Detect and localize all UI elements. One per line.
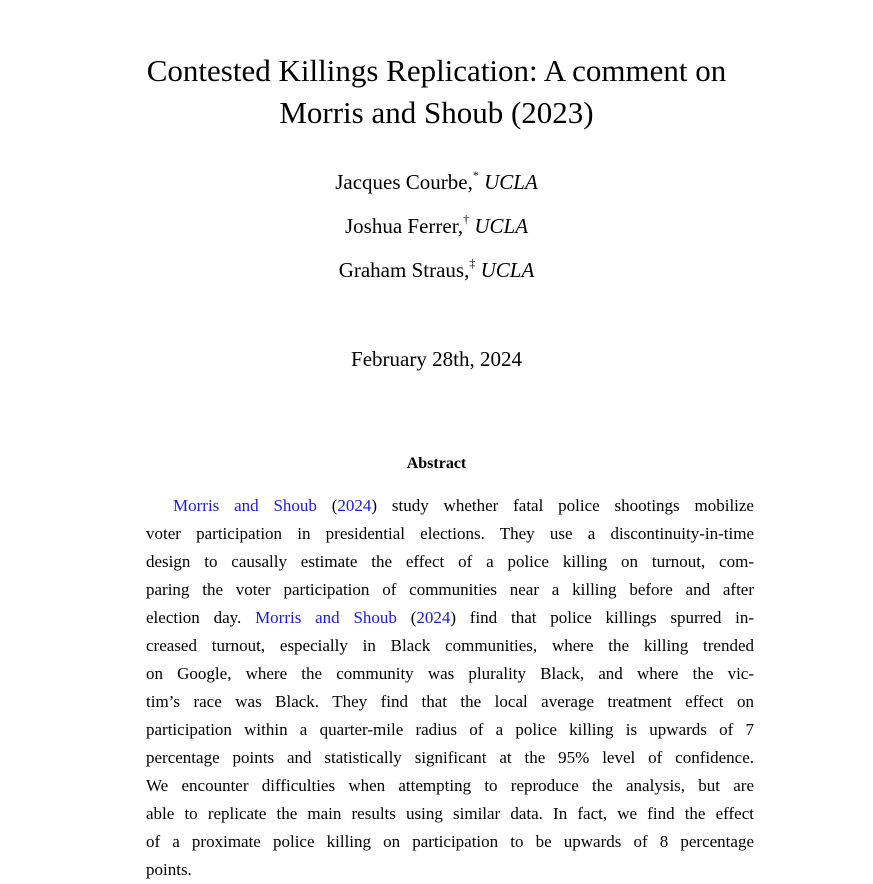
abstract-line: creased turnout, especially in Black communities, where the killing trended [146,636,754,655]
abstract-line: paring the voter participation of communities near a killing before and after [146,580,754,599]
author-affiliation: UCLA [480,258,535,282]
author-affiliation: UCLA [474,214,529,238]
publication-date: February 28th, 2024 [351,347,522,371]
abstract-line: design to causally estimate the effect of a police killing on turnout, com- [146,552,754,571]
author-2 [0,202,873,246]
citation-year-link[interactable]: 2024 [337,496,372,515]
footnote-mark[interactable]: ‡ [469,256,476,270]
author-list [0,158,873,290]
abstract-line: tim’s race was Black. They find that the local average treatment effect on [146,692,754,711]
abstract-line: Morris and Shoub (2024) study whether fatal police shootings mobilize [173,496,754,515]
abstract-line: on Google, where the community was plurality Black, and where the vic- [146,664,754,683]
abstract-line: able to replicate the main results using similar data. In fact, we find the effect [146,804,754,823]
author-name: Graham Straus, [338,258,470,282]
abstract-body [146,492,754,884]
citation-link[interactable]: Morris and Shoub [173,496,317,515]
abstract-line: voter participation in presidential elections. They use a discontinuity-in-time [146,524,754,543]
author-3 [0,246,873,290]
abstract-line: We encounter difficulties when attempting to reproduce the analysis, but are [146,776,754,795]
abstract-heading: Abstract [406,455,467,472]
citation-link[interactable]: Morris and Shoub [255,608,397,627]
abstract-line: points. [146,860,192,879]
citation-year-link[interactable]: 2024 [416,608,451,627]
author-name: Joshua Ferrer, [344,214,464,238]
author-1 [0,158,873,202]
title-line-2: Morris and Shoub (2023) [279,95,594,130]
footnote-mark[interactable]: * [472,168,479,182]
abstract-line: participation within a quarter-mile radius of a police killing is upwards of 7 [146,720,754,739]
author-name: Jacques Courbe, [335,170,473,194]
paper-title [0,50,873,134]
abstract-line: election day. Morris and Shoub (2024) find that police killings spurred in- [146,608,754,627]
abstract-line: percentage points and statistically significant at the 95% level of confidence. [146,748,754,767]
abstract-line: of a proximate police killing on participation to be upwards of 8 percentage [146,832,754,851]
title-line-1: Contested Killings Replication: A comment on [146,53,727,88]
footnote-mark[interactable]: † [463,212,470,226]
author-affiliation: UCLA [484,170,538,194]
